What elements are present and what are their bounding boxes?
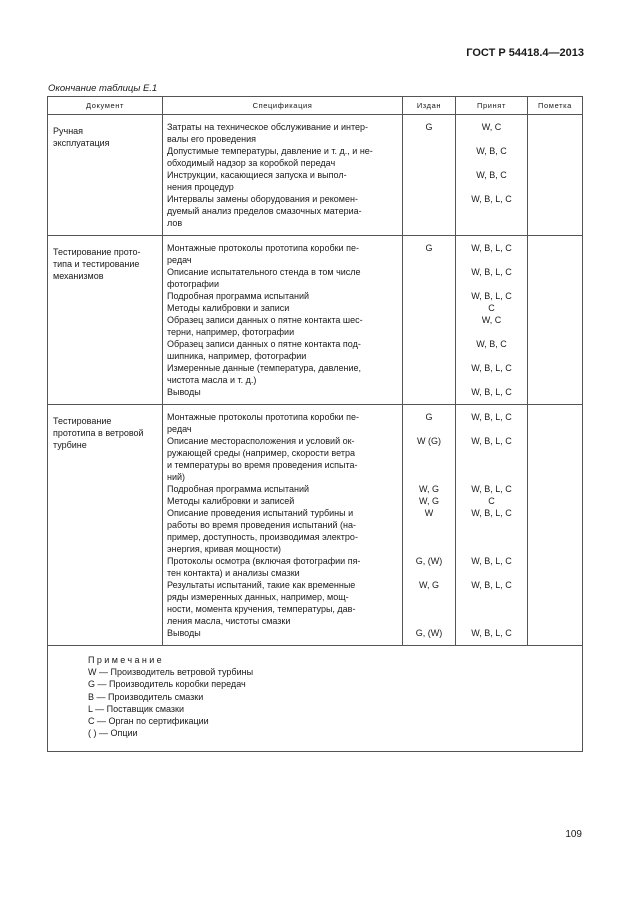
accepted-value: W, B, C [476, 170, 507, 180]
issued-value [403, 350, 455, 362]
accepted-value [456, 567, 527, 579]
accepted-value [456, 157, 527, 169]
table-row [48, 115, 583, 236]
issued-value: G [425, 243, 433, 253]
issued-value [403, 181, 455, 193]
accepted-value: W, B, L, C [471, 363, 512, 373]
specification-line: обходимый надзор за коробкой передач [167, 158, 336, 168]
specification-line: Монтажные протоколы прототипа коробки пе- [167, 243, 359, 253]
specification-line: Допустимые температуры, давление и т. д., и не- [167, 146, 373, 156]
accepted-value: W, B, L, C [471, 436, 512, 446]
note-item: C — Орган по сертификации [88, 716, 209, 727]
specification-line: и температуры во время проведения испыта- [167, 460, 358, 470]
document-line: Тестирование [53, 416, 112, 426]
note-row [48, 646, 583, 752]
issued-value [403, 374, 455, 386]
issued-value [403, 217, 455, 229]
specification-line: работы во время проведения испытаний (на- [167, 520, 356, 530]
document-cell [48, 405, 163, 646]
column-header-accepted: Принят [456, 97, 528, 115]
document-cell [48, 236, 163, 405]
issued-value [403, 591, 455, 603]
accepted-value: C [488, 496, 495, 506]
specification-line: Протоколы осмотра (включая фотографии пя- [167, 556, 361, 566]
specification-line: фотографии [167, 279, 219, 289]
accepted-value: W, B, L, C [471, 628, 512, 638]
issued-value [403, 519, 455, 531]
issued-value [403, 266, 455, 278]
accepted-value: W, B, L, C [471, 484, 512, 494]
specification-line: дуемый анализ пределов смазочных материа- [167, 206, 362, 216]
specification-line: пример, доступность, производимая электро- [167, 532, 358, 542]
accepted-value: W, B, C [476, 339, 507, 349]
specification-line: Методы калибровки и записи [167, 303, 290, 313]
issued-value [403, 145, 455, 157]
issued-cell [403, 405, 456, 646]
issued-value [403, 169, 455, 181]
document-line: типа и тестирование [53, 259, 140, 269]
specification-cell [163, 115, 403, 236]
accepted-value: W, B, L, C [471, 508, 512, 518]
issued-value: W, G [419, 580, 439, 590]
specification-line: валы его проведения [167, 134, 257, 144]
remark-cell [528, 115, 583, 236]
issued-value [403, 338, 455, 350]
document-line: прототипа в ветровой [53, 428, 144, 438]
issued-value [403, 133, 455, 145]
specification-line: Выводы [167, 628, 201, 638]
accepted-value: W, B, L, C [471, 291, 512, 301]
issued-value: G [425, 412, 433, 422]
specification-line: Измеренные данные (температура, давление, [167, 363, 362, 373]
issued-value [403, 447, 455, 459]
specification-line: Интервалы замены оборудования и рекомен- [167, 194, 358, 204]
accepted-value [456, 205, 527, 217]
document-line: эксплуатация [53, 138, 110, 148]
issued-value [403, 603, 455, 615]
issued-value: G [425, 122, 433, 132]
specification-table [47, 96, 583, 752]
accepted-value [456, 447, 527, 459]
accepted-value [456, 181, 527, 193]
column-header-document: Документ [48, 97, 163, 115]
specification-line: шипника, например, фотографии [167, 351, 307, 361]
specification-line: энергия, кривая мощности) [167, 544, 282, 554]
document-line: механизмов [53, 271, 104, 281]
table-row [48, 405, 583, 646]
accepted-value [456, 459, 527, 471]
issued-value [403, 615, 455, 627]
accepted-value [456, 374, 527, 386]
issued-value [403, 543, 455, 555]
note-item: L — Поставщик смазки [88, 703, 185, 714]
document-line: турбине [53, 440, 87, 450]
issued-value [403, 302, 455, 314]
specification-line: ружающей среды (например, скорости ветра [167, 448, 355, 458]
issued-value: W [424, 508, 434, 518]
specification-line: нения процедур [167, 182, 234, 192]
column-header-remark: Пометка [528, 97, 583, 115]
issued-value: W, G [419, 484, 439, 494]
specification-line: Описание проведения испытаний турбины и [167, 508, 354, 518]
note-cell [48, 646, 583, 752]
accepted-value [456, 423, 527, 435]
accepted-value [456, 603, 527, 615]
page-number: 109 [565, 829, 582, 840]
accepted-value [456, 543, 527, 555]
table-header-row [48, 97, 583, 115]
specification-line: Результаты испытаний, такие как временные [167, 580, 356, 590]
specification-line: редач [167, 255, 192, 265]
issued-value [403, 362, 455, 374]
specification-line: Инструкции, касающиеся запуска и выпол- [167, 170, 347, 180]
column-header-issued: Издан [403, 97, 456, 115]
note-title: Примечание [88, 655, 165, 665]
accepted-value [456, 531, 527, 543]
column-header-specification: Спецификация [163, 97, 403, 115]
specification-line: тен контакта) и анализы смазки [167, 568, 300, 578]
issued-value [403, 459, 455, 471]
accepted-value [456, 350, 527, 362]
issued-value: G, (W) [415, 556, 443, 566]
accepted-value: W, B, L, C [471, 556, 512, 566]
specification-line: Затраты на техническое обслуживание и интер- [167, 122, 369, 132]
specification-line: ления масла, чистоты смазки [167, 616, 291, 626]
specification-line: терни, например, фотографии [167, 327, 295, 337]
accepted-value [456, 278, 527, 290]
issued-value [403, 386, 455, 398]
specification-line: лов [167, 218, 183, 228]
remark-cell [528, 236, 583, 405]
accepted-value [456, 591, 527, 603]
accepted-value [456, 471, 527, 483]
specification-line: Выводы [167, 387, 201, 397]
specification-line: ности, момента кручения, температуры, дав- [167, 604, 356, 614]
remark-cell [528, 405, 583, 646]
specification-line: Образец записи данных о пятне контакта шес- [167, 315, 363, 325]
table-row [48, 236, 583, 405]
accepted-value [456, 133, 527, 145]
specification-line: чистота масла и т. д.) [167, 375, 257, 385]
issued-value [403, 205, 455, 217]
specification-cell [163, 405, 403, 646]
specification-line: Монтажные протоколы прототипа коробки пе- [167, 412, 359, 422]
issued-value [403, 423, 455, 435]
accepted-cell [456, 115, 528, 236]
accepted-value: W, B, L, C [471, 267, 512, 277]
specification-line: Подробная программа испытаний [167, 291, 310, 301]
issued-value [403, 567, 455, 579]
note-item: W — Производитель ветровой турбины [88, 667, 254, 678]
issued-value [403, 326, 455, 338]
issued-cell [403, 115, 456, 236]
document-line: Тестирование прото- [53, 247, 141, 257]
issued-value [403, 471, 455, 483]
specification-line: Описание испытательного стенда в том числе [167, 267, 361, 277]
accepted-value: W, B, C [476, 146, 507, 156]
issued-value [403, 290, 455, 302]
accepted-value [456, 519, 527, 531]
accepted-cell [456, 236, 528, 405]
issued-value: W, G [419, 496, 439, 506]
accepted-value: W, B, L, C [471, 194, 512, 204]
accepted-value: W, C [481, 315, 502, 325]
issued-value [403, 314, 455, 326]
specification-line: Методы калибровки и записей [167, 496, 295, 506]
accepted-value [456, 254, 527, 266]
accepted-value: W, B, L, C [471, 580, 512, 590]
note-item: ( ) — Опции [88, 728, 138, 739]
specification-cell [163, 236, 403, 405]
specification-line: ний) [167, 472, 186, 482]
issued-value: G, (W) [415, 628, 443, 638]
issued-value [403, 157, 455, 169]
accepted-value: W, B, L, C [471, 412, 512, 422]
specification-line: Подробная программа испытаний [167, 484, 310, 494]
issued-value [403, 254, 455, 266]
table-caption: Окончание таблицы Е.1 [48, 83, 158, 94]
note-item: B — Производитель смазки [88, 691, 204, 702]
specification-line: редач [167, 424, 192, 434]
issued-value [403, 531, 455, 543]
accepted-value: W, B, L, C [471, 243, 512, 253]
document-cell [48, 115, 163, 236]
accepted-value [456, 326, 527, 338]
issued-value: W (G) [417, 436, 441, 446]
accepted-value [456, 615, 527, 627]
issued-value [403, 193, 455, 205]
issued-value [403, 278, 455, 290]
accepted-value [456, 217, 527, 229]
issued-cell [403, 236, 456, 405]
accepted-value: W, C [481, 122, 502, 132]
document-header: ГОСТ Р 54418.4—2013 [466, 47, 584, 59]
specification-line: Образец записи данных о пятне контакта под- [167, 339, 361, 349]
accepted-value: C [488, 303, 495, 313]
note-item: G — Производитель коробки передач [88, 679, 246, 690]
specification-line: ряды измеренных данных, например, мощ- [167, 592, 349, 602]
accepted-cell [456, 405, 528, 646]
accepted-value: W, B, L, C [471, 387, 512, 397]
specification-line: Описание месторасположения и условий ок- [167, 436, 355, 446]
document-line: Ручная [53, 126, 84, 136]
